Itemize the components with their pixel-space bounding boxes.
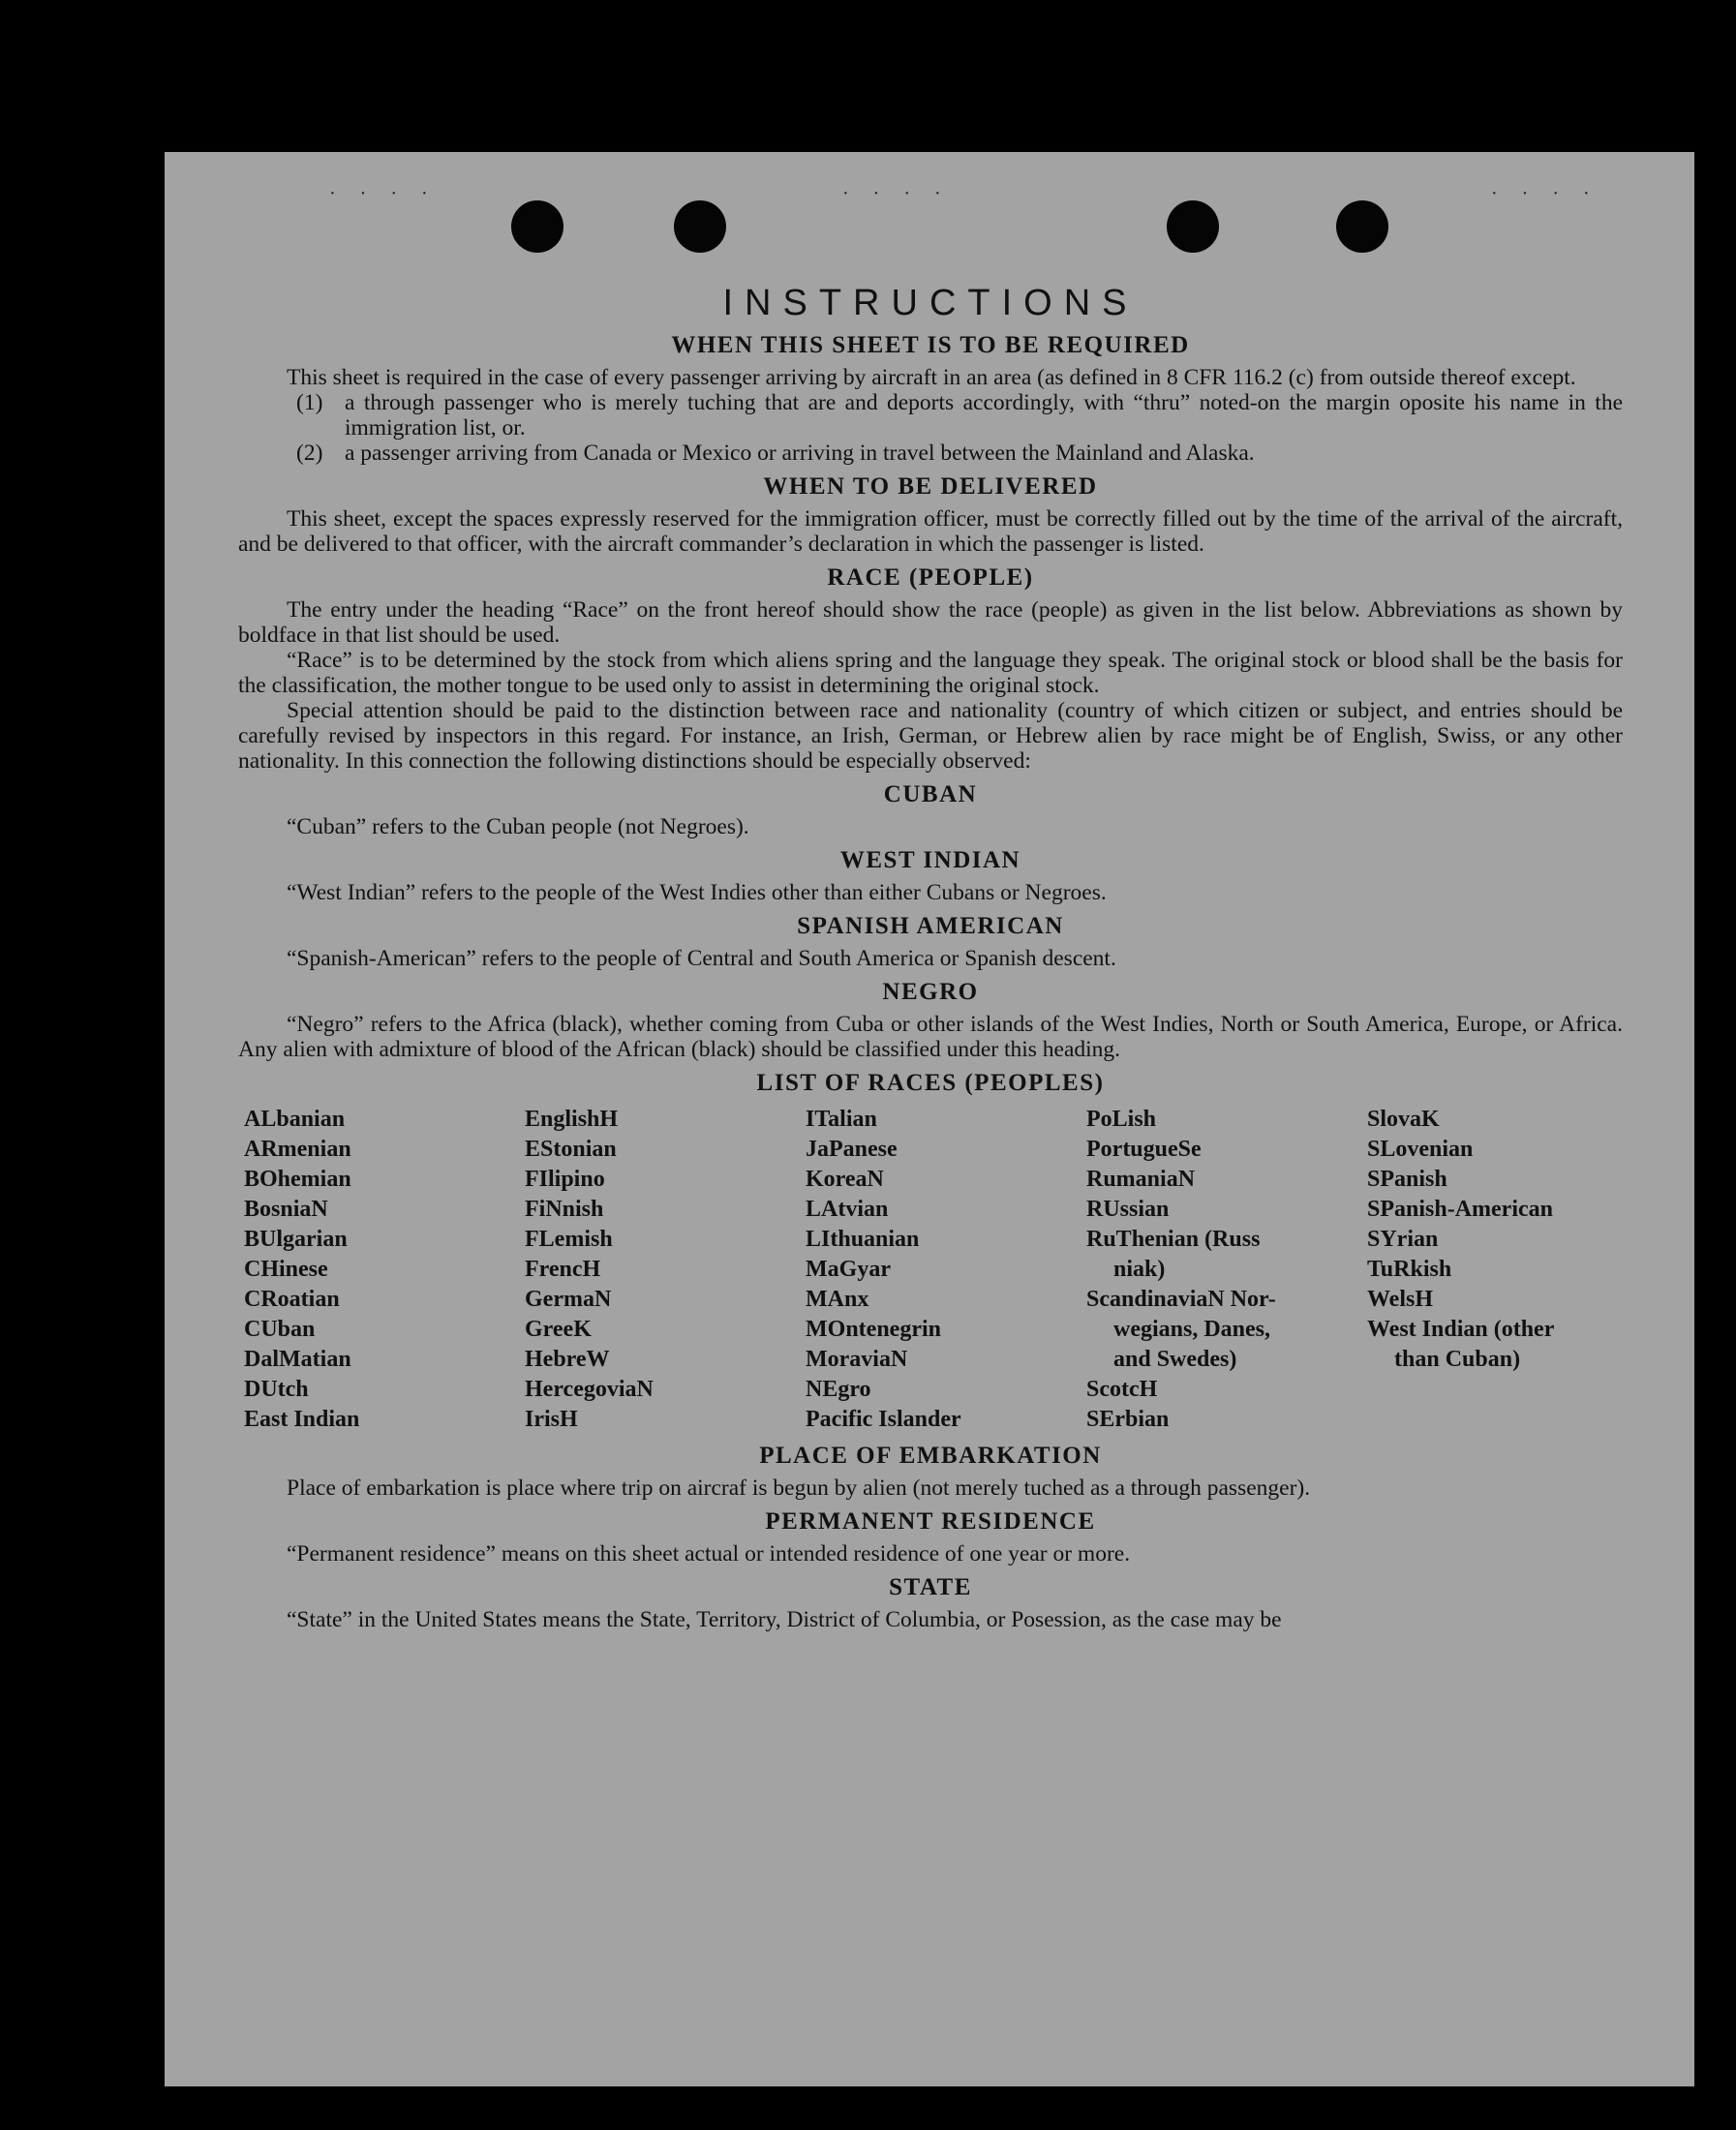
race-entry: MAnx [806, 1287, 869, 1312]
race-entry: LIthuanian [806, 1227, 920, 1252]
race-entry: IrisH [525, 1407, 578, 1432]
punch-holes [165, 183, 1694, 266]
race-entry: RUssian [1086, 1197, 1170, 1222]
exception-number: (1) [296, 390, 323, 415]
embarkation-text: Place of embarkation is place where trip on aircraf is begun by alien (not merely tuched as a through passenger). [287, 1476, 1311, 1501]
state-text: “State” in the United States means the State, Territory, District of Columbia, or Posession, as the case may be [287, 1607, 1282, 1632]
race-entry: FLemish [525, 1227, 613, 1252]
heading-when-delivered: WHEN TO BE DELIVERED [763, 473, 1098, 500]
race-entry: EnglishH [525, 1107, 619, 1132]
race-paragraph-1: The entry under the heading “Race” on the front hereof should show the race (people) as given in the list below. Abbreviations as shown by boldface in that list should be used. [238, 597, 1623, 648]
punch-hole [674, 200, 726, 253]
when-required-intro: This sheet is required in the case of every passenger arriving by aircraft in an area (as defined in 8 CFR 116.2 (c) from outside thereof except. [287, 365, 1576, 390]
race-entry: RuThenian (Russ [1086, 1227, 1261, 1252]
race-entry: CRoatian [244, 1287, 340, 1312]
race-entry: HebreW [525, 1347, 610, 1372]
race-entry: DUtch [244, 1377, 309, 1402]
heading-permanent-residence: PERMANENT RESIDENCE [765, 1508, 1096, 1535]
race-entry: EStonian [525, 1137, 617, 1162]
race-entry: KoreaN [806, 1167, 884, 1192]
race-paragraph-2: “Race” is to be determined by the stock from which aliens spring and the language they speak. The original stock or blood shall be the basis for the classification, the mother tongue to be used only to assist in determining the original stock. [238, 648, 1623, 698]
race-paragraph-3: Special attention should be paid to the distinction between race and nationality (country of which citizen or subject, and entries should be carefully revised by inspectors in this regard. For instance, an Irish, German, or Hebrew alien by race might be of English, Swiss, or any other nationality. In this connection the following distinctions should be especially observed: [238, 698, 1623, 774]
races-list [244, 1105, 1623, 1435]
race-entry: NEgro [806, 1377, 871, 1402]
race-entry: SYrian [1367, 1227, 1439, 1252]
race-entry: PoLish [1086, 1107, 1157, 1132]
race-entry: ITalian [806, 1107, 877, 1132]
races-column [1367, 1105, 1629, 1435]
speck-mark: · · · · [842, 183, 951, 204]
race-entry: CHinese [244, 1257, 328, 1282]
race-entry: WelsH [1367, 1287, 1434, 1312]
punch-hole [1336, 200, 1388, 253]
heading-state: STATE [889, 1574, 972, 1600]
race-entry: ALbanian [244, 1107, 346, 1132]
race-entry: CUban [244, 1317, 316, 1342]
heading-negro: NEGRO [882, 979, 979, 1005]
race-entry-continuation: and Swedes) [1113, 1347, 1237, 1372]
race-entry: SErbian [1086, 1407, 1170, 1432]
race-entry-continuation: wegians, Danes, [1113, 1317, 1271, 1342]
race-entry: SPanish-American [1367, 1197, 1553, 1222]
punch-hole [1167, 200, 1219, 253]
race-entry: ScandinaviaN Nor- [1086, 1287, 1276, 1312]
residence-text: “Permanent residence” means on this sheet actual or intended residence of one year or more. [287, 1541, 1131, 1567]
race-entry: RumaniaN [1086, 1167, 1196, 1192]
negro-text: “Negro” refers to the Africa (black), whether coming from Cuba or other islands of the West Indies, North or South America, Europe, or Africa. Any alien with admixture of blood of the African (black) should be classified under this heading. [238, 1012, 1623, 1062]
exception-number: (2) [296, 441, 323, 466]
race-entry: BosniaN [244, 1197, 328, 1222]
races-column [1086, 1105, 1367, 1435]
race-entry: SlovaK [1367, 1107, 1440, 1132]
race-entry-continuation: niak) [1113, 1257, 1166, 1282]
spanish-american-text: “Spanish-American” refers to the people of Central and South America or Spanish descent. [287, 946, 1116, 971]
race-entry: DalMatian [244, 1347, 351, 1372]
race-entry: West Indian (other [1367, 1317, 1555, 1342]
heading-embarkation: PLACE OF EMBARKATION [759, 1443, 1102, 1469]
race-entry: East Indian [244, 1407, 360, 1432]
race-entry: GermaN [525, 1287, 612, 1312]
race-entry: FiNnish [525, 1197, 604, 1222]
race-entry: Pacific Islander [806, 1407, 961, 1432]
race-entry-continuation: than Cuban) [1394, 1347, 1521, 1372]
race-entry: HercegoviaN [525, 1377, 654, 1402]
race-entry: ARmenian [244, 1137, 351, 1162]
exception-text: a passenger arriving from Canada or Mexico or arriving in travel between the Mainland and Alaska. [345, 441, 1255, 466]
exception-text: a through passenger who is merely tuching that are and deports accordingly, with “thru” noted-on the margin oposite his name in the immigration list, or. [345, 390, 1623, 441]
document-sheet [165, 152, 1694, 2086]
speck-mark: · · · · [1491, 183, 1599, 204]
punch-hole [511, 200, 563, 253]
heading-west-indian: WEST INDIAN [839, 847, 1021, 873]
heading-list-of-races: LIST OF RACES (PEOPLES) [756, 1070, 1105, 1096]
race-entry: FrencH [525, 1257, 601, 1282]
heading-race: RACE (PEOPLE) [827, 564, 1034, 591]
race-entry: MOntenegrin [806, 1317, 941, 1342]
races-column [525, 1105, 806, 1435]
race-entry: MaGyar [806, 1257, 891, 1282]
speck-mark: · · · · [329, 183, 438, 204]
page-title: INSTRUCTIONS [722, 283, 1139, 323]
cuban-text: “Cuban” refers to the Cuban people (not Negroes). [287, 814, 749, 839]
races-column [806, 1105, 1086, 1435]
race-entry: BUlgarian [244, 1227, 348, 1252]
race-entry: LAtvian [806, 1197, 889, 1222]
heading-when-required: WHEN THIS SHEET IS TO BE REQUIRED [671, 332, 1190, 358]
race-entry: FIlipino [525, 1167, 605, 1192]
exception-item [296, 390, 1623, 441]
instructions-content [238, 283, 1623, 1632]
race-entry: PortugueSe [1086, 1137, 1202, 1162]
race-entry: BOhemian [244, 1167, 351, 1192]
race-entry: JaPanese [806, 1137, 898, 1162]
race-entry: SLovenian [1367, 1137, 1474, 1162]
heading-cuban: CUBAN [883, 781, 978, 807]
race-entry: TuRkish [1367, 1257, 1452, 1282]
races-column [244, 1105, 525, 1435]
race-entry: SPanish [1367, 1167, 1447, 1192]
race-entry: GreeK [525, 1317, 592, 1342]
when-delivered-text: This sheet, except the spaces expressly reserved for the immigration officer, must be correctly filled out by the time of the arrival of the aircraft, and be delivered to that officer, with the aircraft commander’s declaration in which the passenger is listed. [238, 506, 1623, 557]
heading-spanish-american: SPANISH AMERICAN [797, 913, 1064, 939]
west-indian-text: “West Indian” refers to the people of the West Indies other than either Cubans or Negroes. [287, 880, 1107, 905]
race-entry: MoraviaN [806, 1347, 908, 1372]
exception-item [296, 441, 1623, 466]
race-entry: ScotcH [1086, 1377, 1158, 1402]
